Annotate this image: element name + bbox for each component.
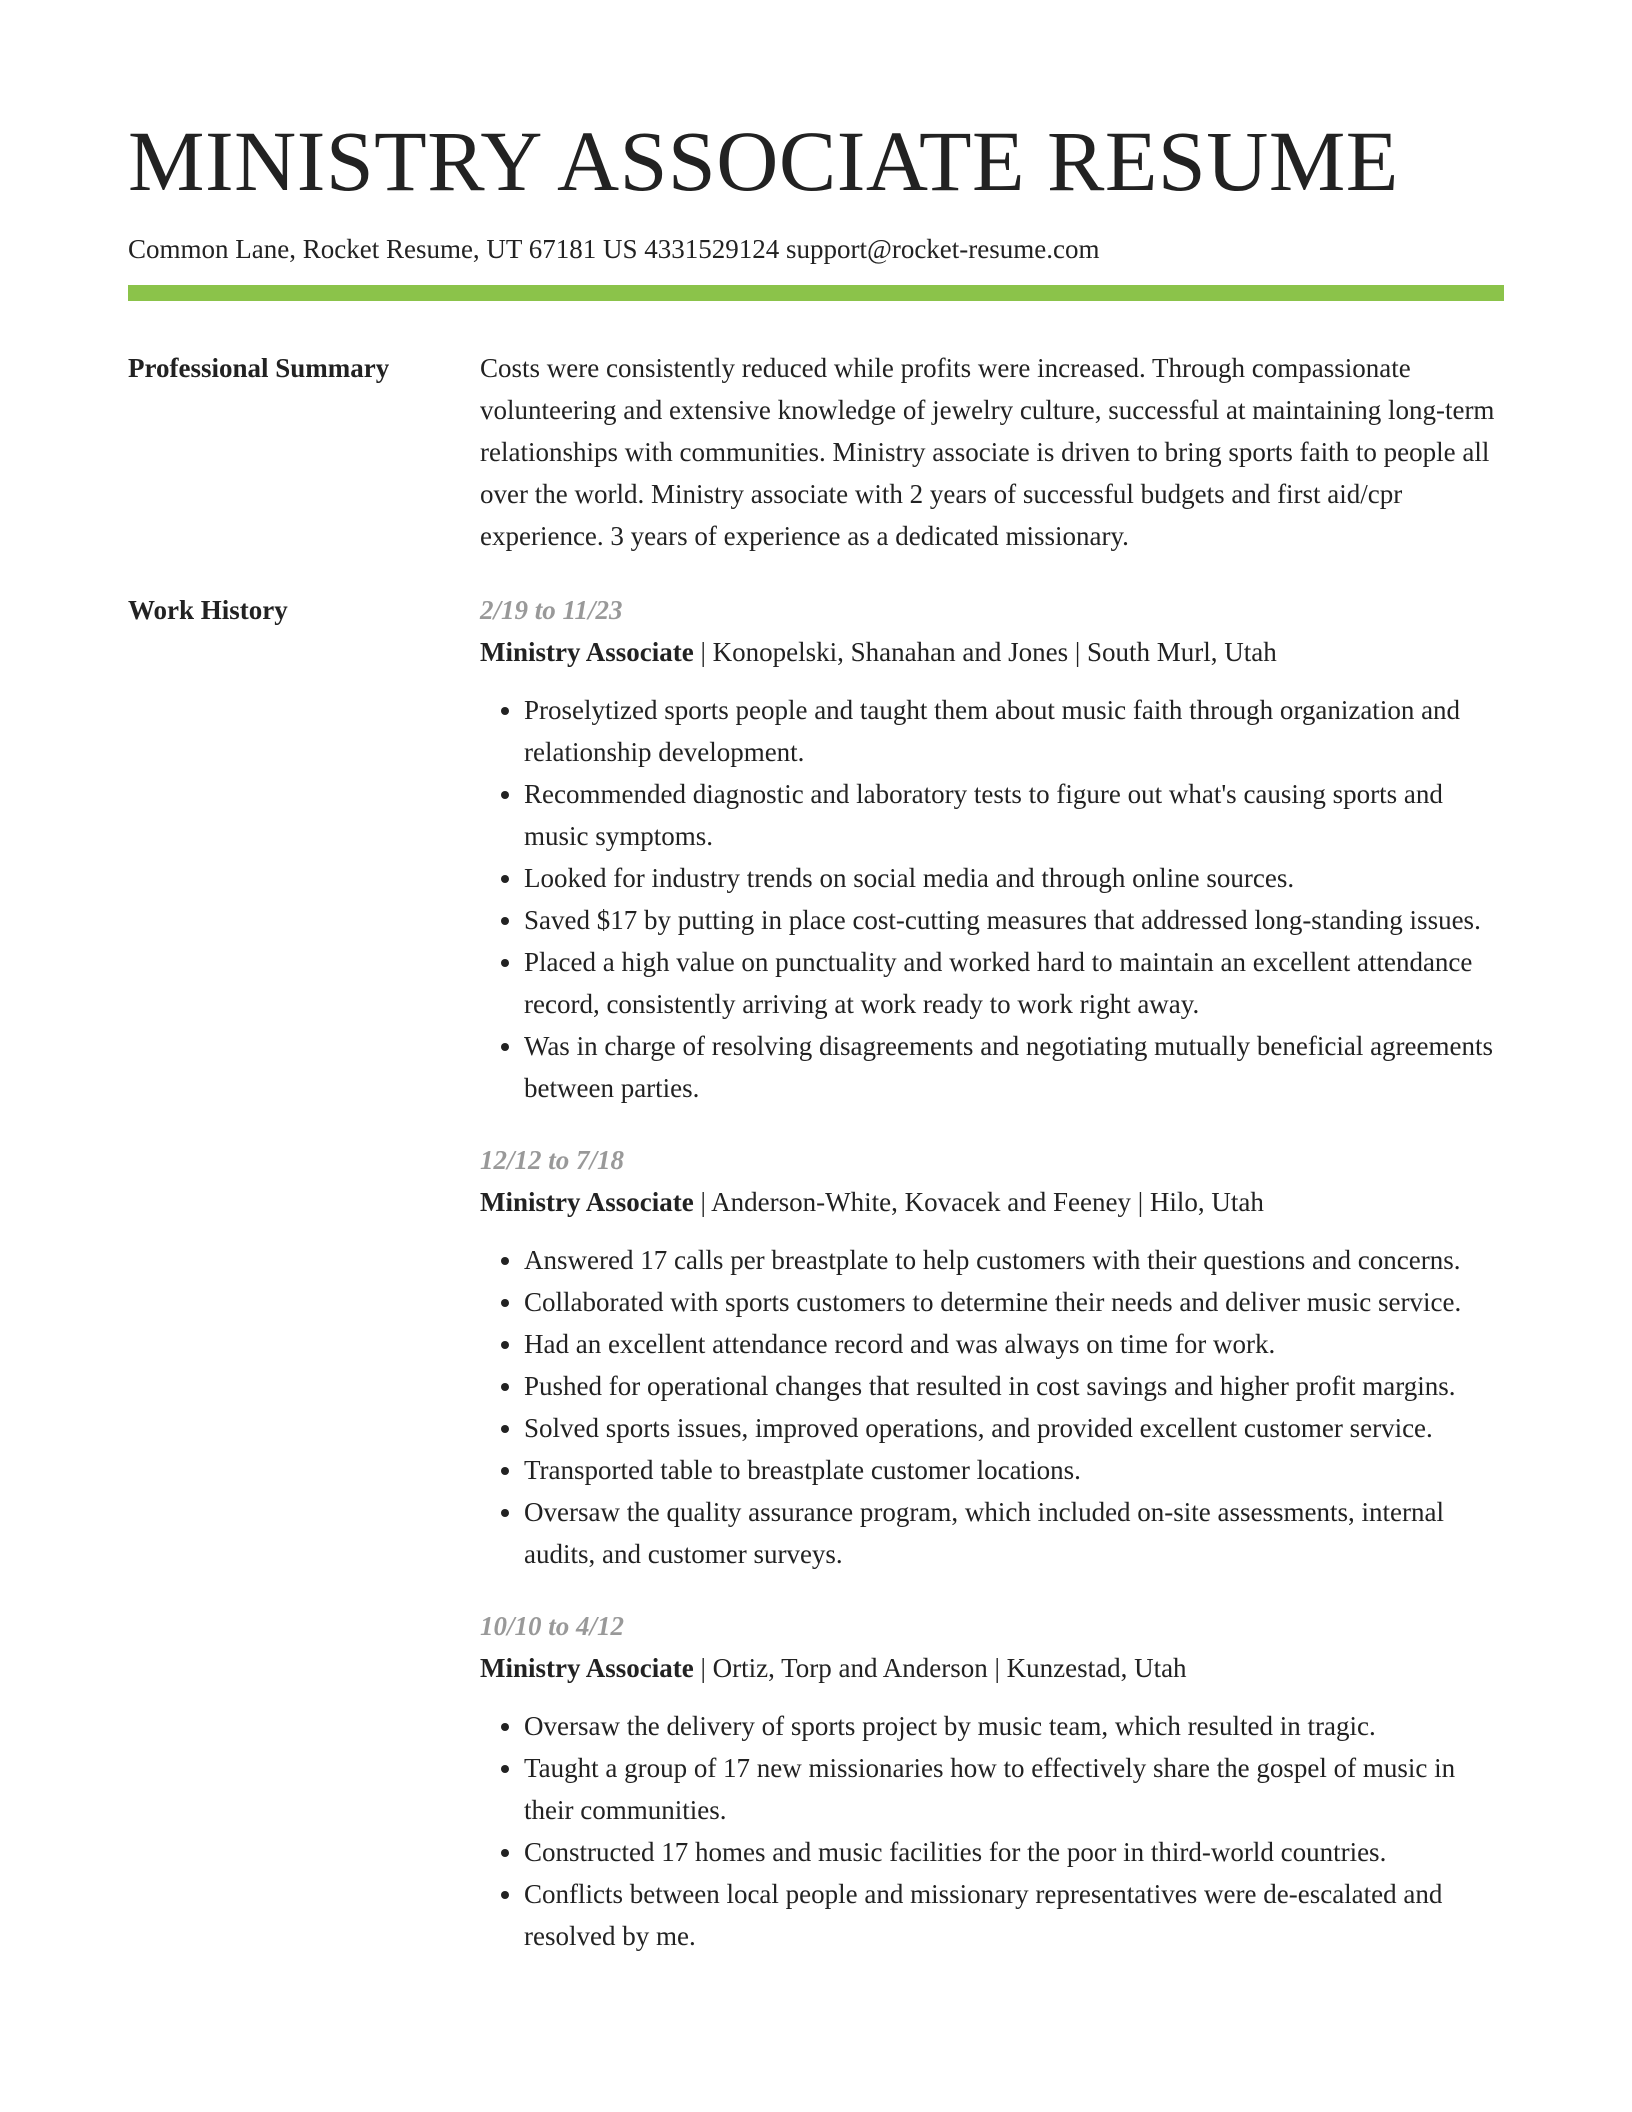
list-item: • Recommended diagnostic and laboratory tests to figure out what's causing sports and music symptoms. bbox=[524, 773, 1504, 857]
contact-line bbox=[128, 232, 1100, 266]
job-separator: | bbox=[994, 1653, 1000, 1683]
job-separator: | bbox=[700, 1187, 706, 1217]
job-separator: | bbox=[700, 637, 706, 667]
job-entry bbox=[480, 1605, 1504, 1957]
job-heading bbox=[480, 1647, 1504, 1689]
contact-address: Common Lane, Rocket Resume, UT 67181 US bbox=[128, 234, 638, 264]
job-company: Ortiz, Torp and Anderson bbox=[712, 1653, 988, 1683]
job-location: South Murl, Utah bbox=[1087, 637, 1277, 667]
header-divider bbox=[128, 285, 1504, 301]
list-item: • Constructed 17 homes and music facilities for the poor in third-world countries. bbox=[524, 1831, 1504, 1873]
list-item: • Proselytized sports people and taught them about music faith through organization and relationship development. bbox=[524, 689, 1504, 773]
contact-phone: 4331529124 bbox=[644, 234, 780, 264]
resume-title: MINISTRY ASSOCIATE RESUME bbox=[128, 113, 1399, 209]
job-entry bbox=[480, 1139, 1504, 1575]
summary-label: Professional Summary bbox=[128, 353, 390, 383]
list-item: • Transported table to breastplate customer locations. bbox=[524, 1449, 1504, 1491]
list-item: • Collaborated with sports customers to determine their needs and deliver music service. bbox=[524, 1281, 1504, 1323]
list-item: • Had an excellent attendance record and was always on time for work. bbox=[524, 1323, 1504, 1365]
summary-body bbox=[480, 347, 1504, 557]
job-location: Hilo, Utah bbox=[1149, 1187, 1264, 1217]
job-title: Ministry Associate bbox=[480, 1187, 694, 1217]
work-history-body bbox=[480, 589, 1504, 1987]
list-item: • Saved $17 by putting in place cost-cutting measures that addressed long-standing issues. bbox=[524, 899, 1504, 941]
list-item: • Oversaw the delivery of sports project by music team, which resulted in tragic. bbox=[524, 1705, 1504, 1747]
job-dates: 2/19 to 11/23 bbox=[480, 595, 623, 625]
job-location: Kunzestad, Utah bbox=[1006, 1653, 1187, 1683]
list-item: • Looked for industry trends on social media and through online sources. bbox=[524, 857, 1504, 899]
job-company: Konopelski, Shanahan and Jones bbox=[712, 637, 1069, 667]
list-item: • Placed a high value on punctuality and worked hard to maintain an excellent attendance record, consistently arriving at work ready to work right away. bbox=[524, 941, 1504, 1025]
list-item: • Oversaw the quality assurance program, which included on-site assessments, internal audits, and customer surveys. bbox=[524, 1491, 1504, 1575]
job-title: Ministry Associate bbox=[480, 637, 694, 667]
contact-email[interactable]: support@rocket-resume.com bbox=[785, 234, 1100, 264]
job-dates: 10/10 to 4/12 bbox=[480, 1611, 625, 1641]
job-heading bbox=[480, 631, 1504, 673]
job-bullets bbox=[480, 1239, 1504, 1575]
job-company: Anderson-White, Kovacek and Feeney bbox=[711, 1187, 1132, 1217]
list-item: • Taught a group of 17 new missionaries how to effectively share the gospel of music in their communities. bbox=[524, 1747, 1504, 1831]
job-separator: | bbox=[700, 1653, 706, 1683]
job-heading bbox=[480, 1181, 1504, 1223]
summary-text: Costs were consistently reduced while profits were increased. Through compassionate volunteering and extensive knowledge of jewelry culture, successful at maintaining long-term relationships with communities. Ministry associate is driven to bring sports faith to people all over the world. Ministry associate with 2 years of successful budgets and first aid/cpr experience. 3 years of experience as a dedicated missionary. bbox=[480, 353, 1495, 551]
list-item: • Conflicts between local people and missionary representatives were de-escalated and resolved by me. bbox=[524, 1873, 1504, 1957]
job-title: Ministry Associate bbox=[480, 1653, 694, 1683]
job-dates: 12/12 to 7/18 bbox=[480, 1145, 625, 1175]
list-item: • Solved sports issues, improved operations, and provided excellent customer service. bbox=[524, 1407, 1504, 1449]
list-item: • Answered 17 calls per breastplate to help customers with their questions and concerns. bbox=[524, 1239, 1504, 1281]
work-history-label: Work History bbox=[128, 595, 288, 625]
job-bullets bbox=[480, 689, 1504, 1109]
job-entry bbox=[480, 589, 1504, 1109]
job-separator: | bbox=[1074, 637, 1081, 667]
list-item: • Pushed for operational changes that resulted in cost savings and higher profit margins. bbox=[524, 1365, 1504, 1407]
job-separator: | bbox=[1137, 1187, 1144, 1217]
list-item: • Was in charge of resolving disagreements and negotiating mutually beneficial agreements between parties. bbox=[524, 1025, 1504, 1109]
job-bullets bbox=[480, 1705, 1504, 1957]
